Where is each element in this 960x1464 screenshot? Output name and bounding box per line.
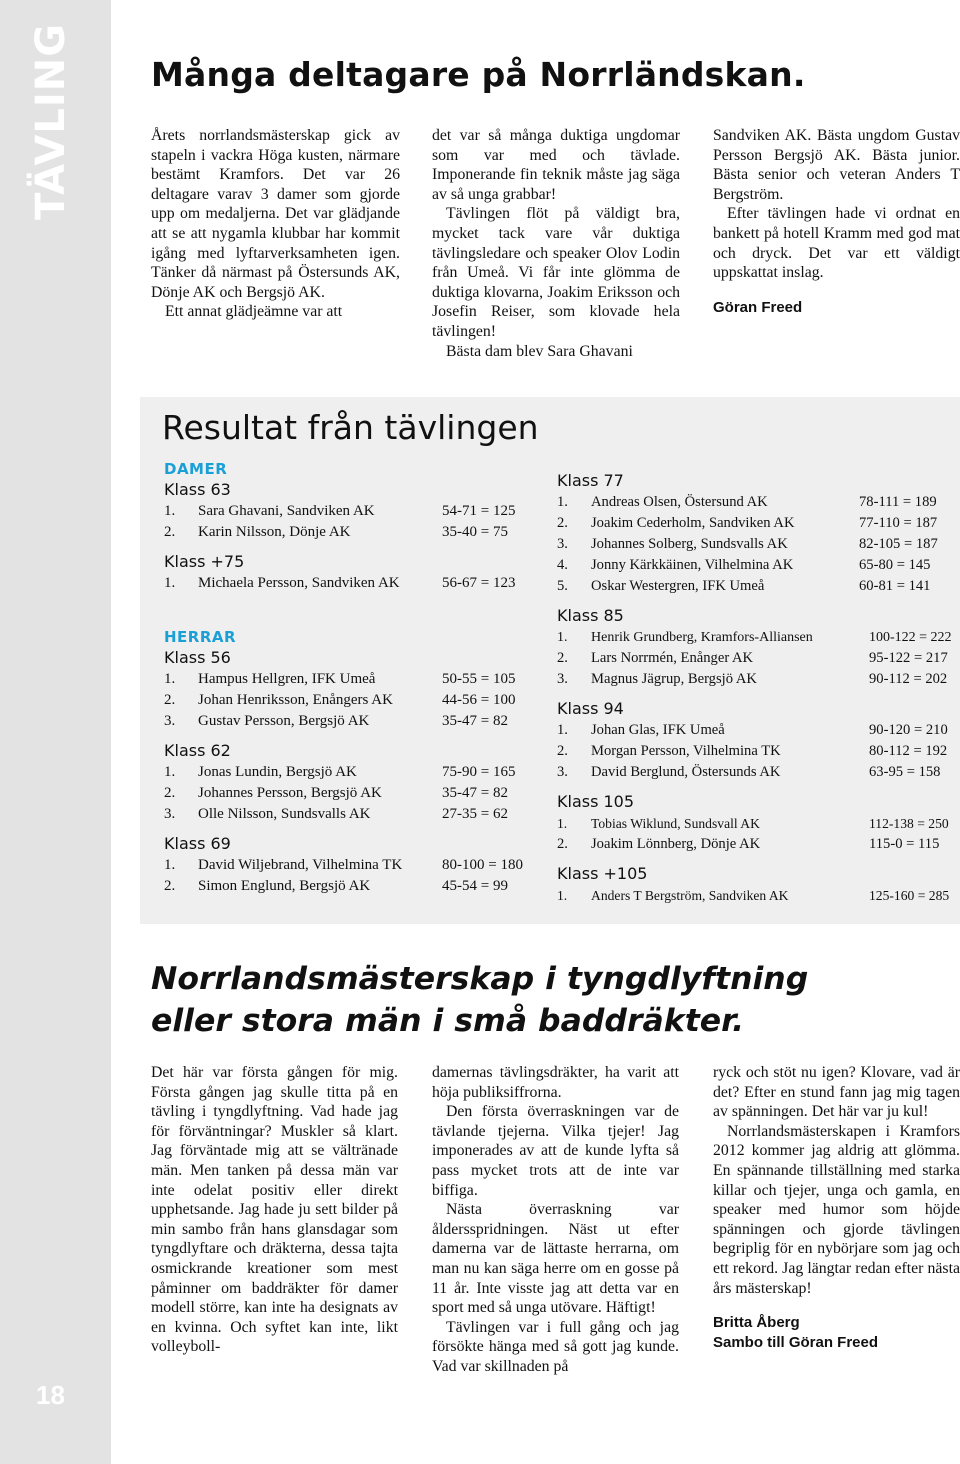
result-row: 2. Johan Henriksson, Enångers AK 44-56 = 100 [164,692,516,708]
article1-signature: Göran Freed [713,298,803,316]
class-heading: Klass 85 [557,606,624,625]
article1-title: Många deltagare på Norrländskan. [151,55,806,94]
result-row: 2. Simon Englund, Bergsjö AK 45-54 = 99 [164,878,508,894]
paragraph: Tävlingen flöt på väldigt bra, mycket tack vare vår duktiga tävlingsledare och speaker Olov Lodin från Umeå. Vi får inte glömma de duktiga klovarna, Joakim Eriksson och Josefin Reiser, som klovade hela tävlingen! [432,205,680,340]
article2-title: Norrlandsmästerskap i tyngdlyftning eller stora män i små baddräkter. [151,961,809,1039]
result-row: 1. Andreas Olsen, Östersund AK 78-111 = 189 [557,494,937,510]
result-row: 1. Hampus Hellgren, IFK Umeå 50-55 = 105 [164,671,516,687]
paragraph: Norrlandsmästerskapen i Kramfors 2012 kommer jag aldrig att glömma. En spännande tillställning med starka killar och tjejer, unga och gamla, en speaker med humor som höjde spänningen och gjorde tävlingen begriplig för en nybörjare som jag och ett rekord. Jag längtar redan efter nästa års mästerskap! [713,1122,960,1297]
result-row: 4. Jonny Kärkkäinen, Vilhelmina AK 65-80 = 145 [557,557,931,573]
result-row: 5. Oskar Westergren, IFK Umeå 60-81 = 141 [557,578,931,594]
paragraph: Årets norrlandsmästerskap gick av stapeln i vackra Höga kusten, närmare bestämt Kramfors. Det var 26 deltagare varav 3 damer som gjorde upp om medaljerna. Det var glädjande att se att nygamla klubbar har kommit igång med lyftarverksamheten igen. Tänker då närmast på Östersunds AK, Dönje AK och Bergsjö AK. [151,127,400,301]
article1-column-3 [713,126,960,317]
section-label: TÄVLING [28,22,74,220]
result-row: 1. Sara Ghavani, Sandviken AK 54-71 = 125 [164,503,516,519]
results-left-column [164,459,544,897]
results-box [140,397,960,924]
result-row: 3. Magnus Jägrup, Bergsjö AK 90-112 = 202 [557,671,948,687]
result-row: 3. Johannes Solberg, Sundsvalls AK 82-105 = 187 [557,536,938,552]
paragraph: damernas tävlingsdräkter, ha varit att höja publiksiffrorna. [432,1064,679,1101]
class-heading: Klass 77 [557,471,624,490]
result-row: 3. Olle Nilsson, Sundsvalls AK 27-35 = 62 [164,806,508,822]
result-row: 2. Joakim Lönnberg, Dönje AK 115-0 = 115 [557,836,940,852]
result-row: 2. Johannes Persson, Bergsjö AK 35-47 = 82 [164,785,508,801]
result-row: 3. David Berglund, Östersunds AK 63-95 = 158 [557,764,941,780]
result-row: 2. Lars Norrmén, Enånger AK 95-122 = 217 [557,650,948,666]
paragraph: Det här var första gången för mig. Första gången jag skulle titta på en tävling i tyngdlyftning. Vad hade jag för förväntningar? Muskler så klart. Jag förväntade mig att se vältränade män. Men tanken på dessa män var inte odelat positiv eller direkt upphetsande. Jag hade ju sett bilder på min sambo från hans glansdagar som tyngdlyftare och dräkterna, dessa tajta osmickrande kreationer som mest påminner om baddräkter för damer modell större, kan inte ha designats av en kvinna. Och syftet kan inte, likt volleyboll- [151,1064,398,1356]
class-heading: Klass 62 [164,741,231,760]
result-row: 2. Morgan Persson, Vilhelmina TK 80-112 = 192 [557,743,948,759]
article2-signature-name: Britta Åberg [713,1314,800,1332]
paragraph: det var så många duktiga ungdomar som var med och tävlade. Imponerande fin teknik måste jag säga av så unga grabbar! [432,127,680,203]
paragraph: Efter tävlingen hade vi ordnat en bankett på hotell Kramm med god mat och dryck. Det var ett väldigt uppskattat inslag. [713,205,960,282]
article2-column-3 [713,1063,960,1352]
article1-column-2 [432,126,680,361]
article2-signature-role: Sambo till Göran Freed [713,1333,879,1351]
group-heading-herrar: HERRAR [164,628,237,646]
result-row: 1. Jonas Lundin, Bergsjö AK 75-90 = 165 [164,764,516,780]
class-heading: Klass 63 [164,480,231,499]
article2-column-2 [432,1063,679,1377]
class-heading: Klass 69 [164,834,231,853]
result-row: 2. Joakim Cederholm, Sandviken AK 77-110 = 187 [557,515,938,531]
result-row: 1. Anders T Bergström, Sandviken AK 125-160 = 285 [557,888,950,903]
paragraph: Sandviken AK. Bästa ungdom Gustav Persson Bergsjö AK. Bästa junior. Bästa senior och veteran Anders T Bergström. [713,127,960,203]
paragraph: Nästa överraskning var åldersspridningen. Näst ut efter damerna var de lättaste herrarna, om man nu kan säga herre om en gosse på 11 år. Inte visste jag att detta var en sport med så unga utövare. Häftigt! [432,1201,679,1317]
class-heading: Klass +75 [164,552,245,571]
class-heading: Klass +105 [557,864,648,883]
section-sidebar [0,0,111,1464]
result-row: 1. Johan Glas, IFK Umeå 90-120 = 210 [557,722,948,738]
class-heading: Klass 105 [557,792,635,811]
paragraph: ryck och stöt nu igen? Klovare, vad är det? Efter en stund fann jag mig tagen av spänningen. Det här var ju kul! [713,1064,960,1121]
class-heading: Klass 94 [557,699,624,718]
result-row: 1. Henrik Grundberg, Kramfors-Alliansen 100-122 = 222 [557,630,952,645]
article1-column-1 [151,126,400,322]
article2-column-1 [151,1063,398,1357]
result-row: 3. Gustav Persson, Bergsjö AK 35-47 = 82 [164,713,508,729]
result-row: 1. Michaela Persson, Sandviken AK 56-67 = 123 [164,575,516,591]
group-heading-damer: DAMER [164,460,228,478]
class-heading: Klass 56 [164,648,231,667]
paragraph: Ett annat glädjeämne var att [165,303,343,321]
results-right-column [557,470,955,906]
paragraph: Den första överraskningen var de tävlande tjejerna. Vilka tjejer! Jag imponerades av att de kunde lyfta så pass mycket trots att de inte var biffiga. [432,1103,679,1199]
paragraph: Bästa dam blev Sara Ghavani [446,342,633,360]
page-number: 18 [36,1380,65,1410]
result-row: 1. David Wiljebrand, Vilhelmina TK 80-100 = 180 [164,857,523,873]
paragraph: Tävlingen var i full gång och jag försökte hänga med så gott jag kunde. Vad var skillnaden på [432,1318,679,1375]
results-title: Resultat från tävlingen [162,408,539,447]
result-row: 1. Tobias Wiklund, Sundsvall AK 112-138 = 250 [557,816,949,831]
result-row: 2. Karin Nilsson, Dönje AK 35-40 = 75 [164,524,508,540]
